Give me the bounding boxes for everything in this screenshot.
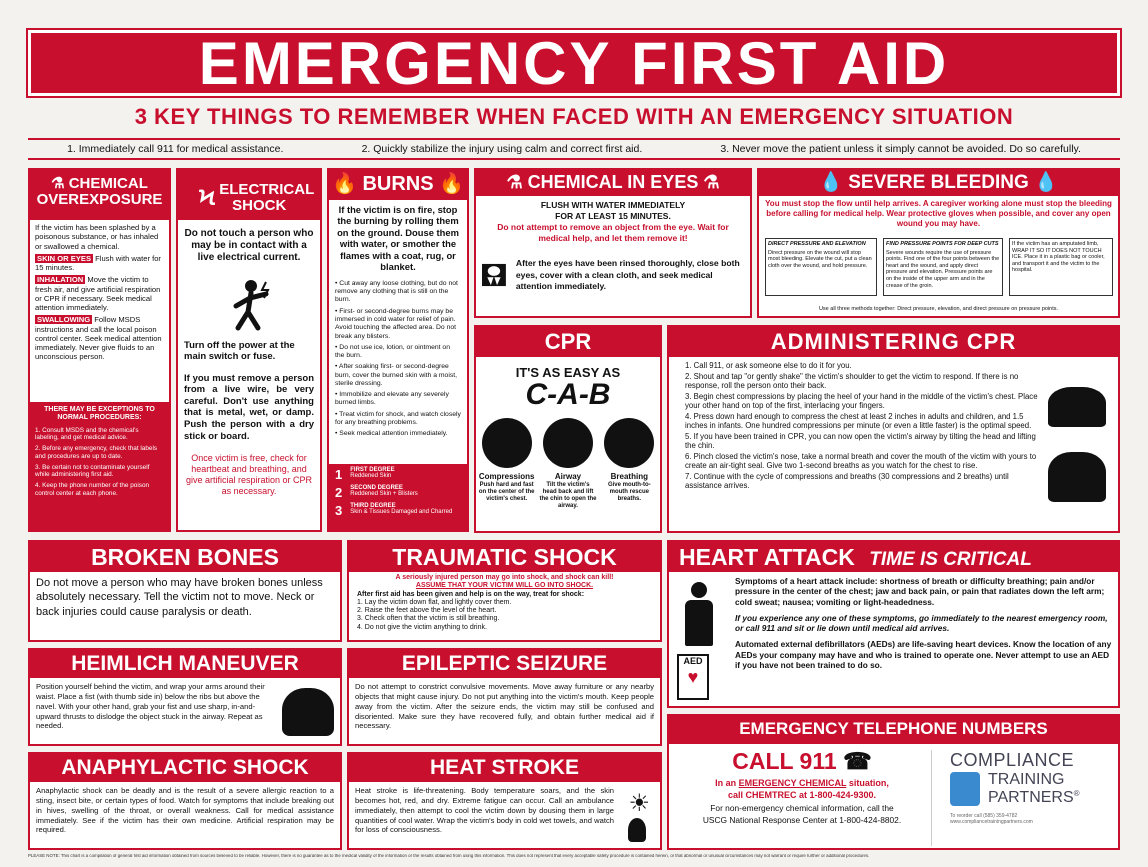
telephone-icon: ☎ xyxy=(843,748,872,774)
burn-degree: 2 SECOND DEGREE Reddened Skin + Blisters xyxy=(335,485,418,500)
main-title: EMERGENCY FIRST AID xyxy=(198,30,950,97)
cpr-instruction: 5. If you have been trained in CPR, you can now open the victim's airway by tilting the head and lifting the chin. xyxy=(685,431,1036,450)
chemical-overexposure-title: CHEMICAL OVEREXPOSURE xyxy=(36,175,163,208)
swallowing-text: Follow MSDS instructions and call the local poison control center. Seek medical attention immediately. Never give fluids to an unconscious person. xyxy=(35,315,162,362)
exception-item: 2. Before any emergency, check that labels and procedures are up to date. xyxy=(35,445,158,460)
cpr-rescuer-icon xyxy=(1048,387,1106,427)
burn-degree: 1 FIRST DEGREE Reddened Skin xyxy=(335,467,395,482)
logo-small1: To reorder call (585) 359-4782 xyxy=(950,813,1018,819)
anaphylactic-panel xyxy=(28,752,342,850)
burn-degree: 3 THIRD DEGREE Skin & Tissues Damaged and Charred xyxy=(335,503,453,518)
company-logo xyxy=(931,750,1115,846)
heart-attack-panel xyxy=(667,540,1120,708)
cpr-instruction: 3. Begin chest compressions by placing the heel of your hand in the middle of the victim's chest. Place your other hand on top of the first, interlacing your fingers. xyxy=(685,391,1038,410)
bleeding-footer: Use all three methods together: Direct pressure, elevation, and direct pressure on pressure points. xyxy=(818,306,1059,312)
footer-note: PLEASE NOTE: This chart is a compilation of general first aid information obtained from sources believed to be reliable. However, there is no guarantee as to the medical validity of the information or the results obtained from using this information. This does not represent that every acceptable safety procedure is contained herein, or that abnormal or unusual circumstances may not warrant or require further or additional procedures. xyxy=(28,854,870,858)
exception-item: 3. Be certain not to contaminate yourself while administering first aid. xyxy=(35,463,150,479)
call-911: CALL 911 xyxy=(732,748,837,774)
heimlich-panel xyxy=(28,648,342,746)
heat-stroke-header xyxy=(349,754,660,782)
traumatic-shock-panel xyxy=(347,540,662,642)
burns-intro: If the victim is on fire, stop the burning by rolling them on the ground. Douse them with water, or smother the flames with a coat, rug, or blanket. xyxy=(337,204,459,273)
electrical-shock-panel xyxy=(176,168,322,532)
chemical-eyes-panel xyxy=(474,168,752,318)
shock-step: 1. Lay the victim down flat, and lightly cover them. xyxy=(357,598,512,606)
heat-person-icon xyxy=(628,818,646,842)
phone-header xyxy=(669,716,1118,744)
electrical-shock-header xyxy=(178,170,320,220)
chemical-overexposure-panel xyxy=(28,168,171,532)
epileptic-header xyxy=(349,650,660,678)
anaphylactic-text: Anaphylactic shock can be deadly and is the result of a severe allergic reaction to a sting, insect bite, or certain types of food. Watch for symptoms that include breaking out in hives, swelling of the throat, or overall weakness. Call for medical assistance immediately. See if the victim has their own medicine. Artificial respiration may be required. xyxy=(36,786,334,835)
broken-bones-text: Do not move a person who may have broken bones unless absolutely necessary. Tell the victim not to move. Neck or back injuries could cause paralysis or death. xyxy=(36,577,323,618)
administering-cpr-panel xyxy=(667,325,1120,533)
electrical-shock-title: ELECTRICAL SHOCK xyxy=(219,181,315,214)
eyes-after: After the eyes have been rinsed thoroughly, close both eyes, cover with a clean cloth, and seek medical attention immediately. xyxy=(515,258,740,291)
chemical-overexposure-header xyxy=(30,170,169,220)
chemical-eyes-header xyxy=(476,170,750,196)
phone-panel xyxy=(667,714,1120,850)
burns-bullet: • First- or second-degree burns may be immersed in cold water for relief of pain. Avoid touching the affected area. Do not break any blisters. xyxy=(335,307,457,340)
electrocuted-person-icon xyxy=(178,276,322,336)
cpr-header xyxy=(476,327,660,357)
burns-panel xyxy=(327,168,469,532)
lightning-icon: Ϟ xyxy=(198,185,216,211)
heart-icon: ♥ xyxy=(687,667,699,687)
shock-assume: ASSUME THAT YOUR VICTIM WILL GO INTO SHOCK. xyxy=(415,582,594,590)
eye-wash-icon xyxy=(482,250,506,300)
cpr-cab: C-A-B xyxy=(525,378,611,411)
flask-icon: ⚗ xyxy=(506,172,523,192)
electrical-p2: Turn off the power at the main switch or fuse. xyxy=(184,339,295,363)
burns-bullet: • Seek medical attention immediately. xyxy=(335,430,448,438)
burns-bullet: • After soaking first- or second-degree burn, cover the burned skin with a moist, sterile dressing. xyxy=(335,363,458,387)
broken-bones-title: BROKEN BONES xyxy=(91,544,279,570)
key-thing-1: 1. Immediately call 911 for medical assistance. xyxy=(67,143,284,155)
exception-item: 1. Consult MSDS and the chemical's labeling, and get medical advice. xyxy=(35,426,139,442)
cpr-step-name: Compressions xyxy=(478,472,535,481)
blood-drop-icon: 💧 xyxy=(819,172,843,193)
cpr-title: CPR xyxy=(544,329,592,354)
blood-drop-icon: 💧 xyxy=(1034,172,1058,193)
broken-bones-panel xyxy=(28,540,342,642)
uscg-line: USCG National Response Center at 1-800-424-8802. xyxy=(702,814,902,825)
cpr-step-desc: Give mouth-to-mouth rescue breaths. xyxy=(607,481,651,502)
administering-cpr-header xyxy=(669,327,1118,357)
severe-bleeding-panel xyxy=(757,168,1120,318)
inhalation-tag: INHALATION xyxy=(37,275,84,285)
chem-line1b: EMERGENCY CHEMICAL xyxy=(738,778,847,788)
cpr-step-desc: Tilt the victim's head back and lift the chin to open the airway. xyxy=(539,481,597,509)
subtitle xyxy=(28,104,1120,132)
cpr-easy: IT'S AS EASY AS xyxy=(515,365,621,380)
shock-step: 4. Do not give the victim anything to drink. xyxy=(357,623,487,631)
traumatic-shock-header xyxy=(349,542,660,572)
chemical-intro: If the victim has been splashed by a poisonous substance, or has inhaled or swallowed a chemical. xyxy=(35,223,159,251)
main-title-banner xyxy=(28,30,1120,96)
anaphylactic-header xyxy=(30,754,340,782)
heart-attack-header xyxy=(669,542,1118,572)
skin-tag: SKIN OR EYES xyxy=(37,253,92,263)
aed-label: AED xyxy=(683,656,703,666)
broken-bones-header xyxy=(30,542,340,572)
eyes-line1: FLUSH WITH WATER IMMEDIATELY xyxy=(540,200,686,210)
burns-bullet: • Do not use ice, lotion, or ointment on the burn. xyxy=(335,343,450,360)
chemtrec-line: call CHEMTREC at 1-800-424-9300. xyxy=(727,790,877,801)
logo-line3: PARTNERS xyxy=(988,789,1074,806)
bleeding-intro: You must stop the flow until help arrives. A caregiver working alone must stop the bleeding before calling for medical help. Wear protective gloves when possible, and cover any open wound you may have. xyxy=(765,199,1112,228)
electrical-p4: Once victim is free, check for heartbeat and breathing, and give artificial respiration or CPR as necessary. xyxy=(185,453,313,497)
eyes-line3: Do not attempt to remove an object from the eye. Wait for medical help, and let them remove it! xyxy=(497,222,729,244)
epileptic-text: Do not attempt to constrict convulsive movements. Move away furniture or any nearby objects that might cause injury. Do not put anything into the victim's mouth. Keep people away from the victim. After the seizure ends, the victim may still be confused and disoriented. Make sure they have recovered fully, and obtain further medical aid if necessary. xyxy=(355,682,654,731)
traumatic-shock-title: TRAUMATIC SHOCK xyxy=(392,544,617,570)
compressions-icon xyxy=(482,418,532,468)
heat-stroke-panel xyxy=(347,752,662,850)
cpr-step-desc: Push hard and fast on the center of the victim's chest. xyxy=(478,481,535,502)
swallowing-tag: SWALLOWING xyxy=(37,315,91,325)
electrical-p3: If you must remove a person from a live wire, be very careful. Don't use anything that is metal, wet, or damp. Push the person with a dry stick or board. xyxy=(184,372,314,442)
breathing-icon xyxy=(604,418,654,468)
heimlich-icon xyxy=(282,688,334,736)
heart-symptoms: Symptoms of a heart attack include: shortness of breath or difficulty breathing; pain and/or pressure in the center of the chest; jaw and back pain, or pain that radiates down the left arm; cold sweat; nausea; vomiting or light-headedness. xyxy=(735,576,1105,607)
severe-bleeding-header xyxy=(759,170,1118,196)
heart-attack-italic: TIME IS CRITICAL xyxy=(869,549,1032,570)
inhalation-text: Move the victim to fresh air, and give artificial respiration or CPR if necessary. Seek medical attention immediately. xyxy=(35,275,161,312)
heimlich-title: HEIMLICH MANEUVER xyxy=(71,652,299,675)
airway-icon xyxy=(543,418,593,468)
heat-stroke-title: HEAT STROKE xyxy=(430,756,579,779)
shock-step: 3. Check often that the victim is still breathing. xyxy=(357,615,500,623)
cpr-instruction: 7. Continue with the cycle of compressions and breaths (30 compressions and 2 breaths) until assistance arrives. xyxy=(685,471,1009,490)
epileptic-panel xyxy=(347,648,662,746)
chem-line1c: situation, xyxy=(846,778,889,788)
logo-mark xyxy=(950,772,980,806)
administering-cpr-title: ADMINISTERING CPR xyxy=(770,329,1017,354)
subtitle-rest: TO REMEMBER WHEN FACED WITH AN EMERGENCY SITUATION xyxy=(293,104,1014,129)
cpr-step-name: Airway xyxy=(554,472,582,481)
key-things-row xyxy=(28,138,1120,160)
shock-warning: A seriously injured person may go into shock, and shock can kill! xyxy=(395,574,614,581)
flame-icon: 🔥 xyxy=(439,173,465,195)
epileptic-title: EPILEPTIC SEIZURE xyxy=(401,652,608,675)
skin-text: Flush with water for 15 minutes. xyxy=(35,253,161,272)
heimlich-header xyxy=(30,650,340,678)
phone-title: EMERGENCY TELEPHONE NUMBERS xyxy=(739,719,1048,738)
logo-line1: COMPLIANCE xyxy=(950,750,1075,770)
shock-step: 2. Raise the feet above the level of the heart. xyxy=(357,607,497,614)
flame-icon: 🔥 xyxy=(331,173,357,195)
nonemergency-line: For non-emergency chemical information, call the xyxy=(710,803,894,814)
electrical-p1: Do not touch a person who may be in contact with a live electrical current. xyxy=(184,228,314,264)
logo-small2: www.compliancetrainingpartners.com xyxy=(950,819,1033,825)
subtitle-lead: 3 KEY THINGS xyxy=(134,104,294,129)
sun-icon: ☀ xyxy=(628,790,650,817)
burns-title: BURNS xyxy=(362,173,434,195)
exception-item: 4. Keep the phone number of the poison control center at each phone. xyxy=(35,481,150,497)
aed-text: Automated external defibrillators (AEDs) are life-saving heart devices. Know the location of any AEDs your company may have and who is trained to operate one. Never attempt to use an AED if you have not been trained to do so. xyxy=(735,639,1112,670)
heart-attack-title: HEART ATTACK xyxy=(679,544,855,570)
burns-bullet: • Treat victim for shock, and watch closely for any breathing problems. xyxy=(335,410,461,427)
burns-bullet: • Cut away any loose clothing, but do not remove any clothing that is still on the burn. xyxy=(335,279,458,304)
heimlich-text: Position yourself behind the victim, and wrap your arms around their waist. Place a fist (with thumb side in) below the ribs but above the navel. With your other hand, grab your fist and use sharp, in-and-upward thrusts to dislodge the object stuck in the airway. Repeat as needed. xyxy=(36,682,265,731)
burns-header xyxy=(329,170,467,200)
eyes-line2: FOR AT LEAST 15 MINUTES. xyxy=(555,211,671,222)
logo-line2: TRAINING xyxy=(988,771,1065,788)
burn-degrees-box xyxy=(329,464,467,530)
burns-bullet: • Immobilize and elevate any severely burned limbs. xyxy=(335,391,449,407)
exceptions-title: THERE MAY BE EXCEPTIONS TO NORMAL PROCEDURES: xyxy=(44,406,155,422)
logo-reg: ® xyxy=(1073,789,1080,798)
chem-line1a: In an xyxy=(715,778,739,788)
pressure-elevation-box: DIRECT PRESSURE AND ELEVATION Direct pressure on the wound will stop most bleeding. Elevate the cut, put a clean cloth over the wound, and hold pressure. xyxy=(765,238,877,296)
cpr-compression-icon xyxy=(1048,452,1106,502)
cpr-instruction: 1. Call 911, or ask someone else to do it for you. xyxy=(685,361,852,370)
shock-lead: After first aid has been given and help is on the way, treat for shock: xyxy=(357,590,585,598)
exceptions-box xyxy=(30,402,169,530)
heart-italic: If you experience any one of these symptoms, go immediately to the nearest emergency room, or call 911 and sit or lie down until medical aid arrives. xyxy=(735,612,1108,634)
aed-icon xyxy=(677,654,709,700)
heat-stroke-text: Heat stroke is life-threatening. Body temperature soars, and the skin becomes hot, red, and dry. Extreme fatigue can occur. Call an ambulance immediately, then attempt to cool the victim down by dousing them in large quantities of cool water. Wrap the victim's body in cold wet towels, and watch for loss of consciousness. xyxy=(355,786,614,835)
cpr-instruction: 4. Press down hard enough to compress the chest at least 2 inches in adults and children, and 1.5 inches in infants. One hundred compressions per minute (or even a little faster) is the optimal speed. xyxy=(685,411,1032,430)
cpr-instruction: 2. Shout and tap "or gently shake" the victim's shoulder to get the victim to respond. If there is no response, roll the person onto their back. xyxy=(685,371,1019,390)
cpr-step-name: Breathing xyxy=(610,472,648,481)
heart-attack-person-icon xyxy=(679,582,723,648)
cpr-instruction: 6. Pinch closed the victim's nose, take a normal breath and cover the mouth of the victim with yours to create an air-tight seal. Give two 1-second breaths as you watch for the chest to rise. xyxy=(685,451,1037,470)
pressure-points-box: FIND PRESSURE POINTS FOR DEEP CUTS Severe wounds require the use of pressure points. Find one of the four points between the heart and the wound, and apply direct pressure and elevation. Pressure points are on the inside of the upper arm and in the crease of the groin. xyxy=(883,238,1003,296)
flask-icon: ⚗ xyxy=(51,175,65,192)
amputation-box: If the victim has an amputated limb, WRAP IT SO IT DOES NOT TOUCH ICE. Place it in a plastic bag or cooler, and transport it and the victim to the hospital. xyxy=(1009,238,1113,296)
severe-bleeding-title: SEVERE BLEEDING xyxy=(848,172,1029,193)
key-thing-2: 2. Quickly stabilize the injury using calm and correct first aid. xyxy=(361,143,643,155)
anaphylactic-title: ANAPHYLACTIC SHOCK xyxy=(61,756,309,779)
key-thing-3: 3. Never move the patient unless it simply cannot be avoided. Do so carefully. xyxy=(720,143,1081,155)
flask-icon: ⚗ xyxy=(703,172,720,192)
chemical-eyes-title: CHEMICAL IN EYES xyxy=(527,172,699,192)
cpr-panel xyxy=(474,325,662,533)
